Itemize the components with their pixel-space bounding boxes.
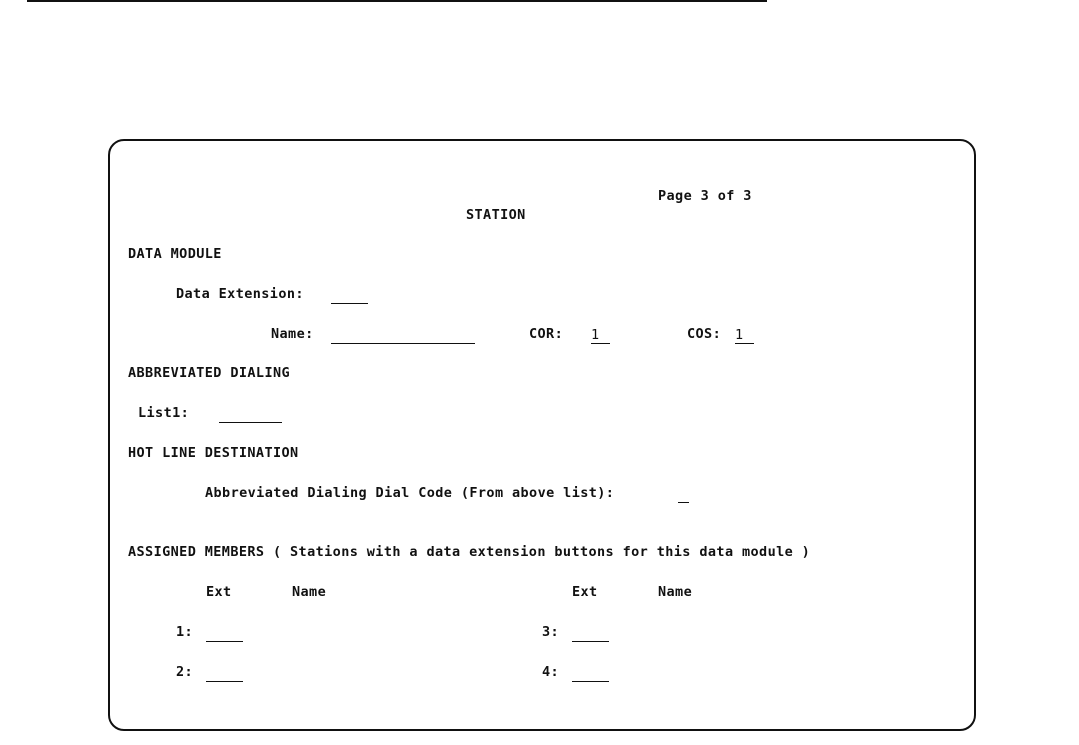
list1-label: List1:	[138, 405, 190, 421]
member-number: 1:	[176, 624, 194, 640]
member-ext-field[interactable]	[206, 665, 243, 682]
member-number: 2:	[176, 664, 194, 680]
data-extension-label: Data Extension:	[176, 286, 304, 302]
member-number: 4:	[542, 664, 560, 680]
cor-label: COR:	[529, 326, 564, 342]
ext-column-header-left: Ext	[206, 584, 232, 600]
name-label: Name:	[271, 326, 314, 342]
cos-label: COS:	[687, 326, 722, 342]
cos-field[interactable]: 1	[735, 327, 754, 344]
dial-code-field[interactable]	[678, 486, 689, 503]
form-title: STATION	[466, 207, 526, 223]
data-module-heading: DATA MODULE	[128, 246, 222, 262]
top-rule	[27, 0, 767, 2]
dial-code-label: Abbreviated Dialing Dial Code (From above list):	[205, 485, 615, 501]
hot-line-heading: HOT LINE DESTINATION	[128, 445, 299, 461]
list1-field[interactable]	[219, 406, 282, 423]
name-field[interactable]	[331, 327, 475, 344]
ext-column-header-right: Ext	[572, 584, 598, 600]
abbreviated-dialing-heading: ABBREVIATED DIALING	[128, 365, 291, 381]
page-indicator: Page 3 of 3	[658, 188, 752, 204]
data-extension-field[interactable]	[331, 287, 368, 304]
assigned-members-heading: ASSIGNED MEMBERS ( Stations with a data extension buttons for this data module )	[128, 544, 811, 560]
member-ext-field[interactable]	[206, 625, 243, 642]
station-form-screen	[108, 139, 976, 731]
member-ext-field[interactable]	[572, 665, 609, 682]
name-column-header-right: Name	[658, 584, 693, 600]
name-column-header-left: Name	[292, 584, 327, 600]
member-number: 3:	[542, 624, 560, 640]
cor-field[interactable]: 1	[591, 327, 610, 344]
member-ext-field[interactable]	[572, 625, 609, 642]
